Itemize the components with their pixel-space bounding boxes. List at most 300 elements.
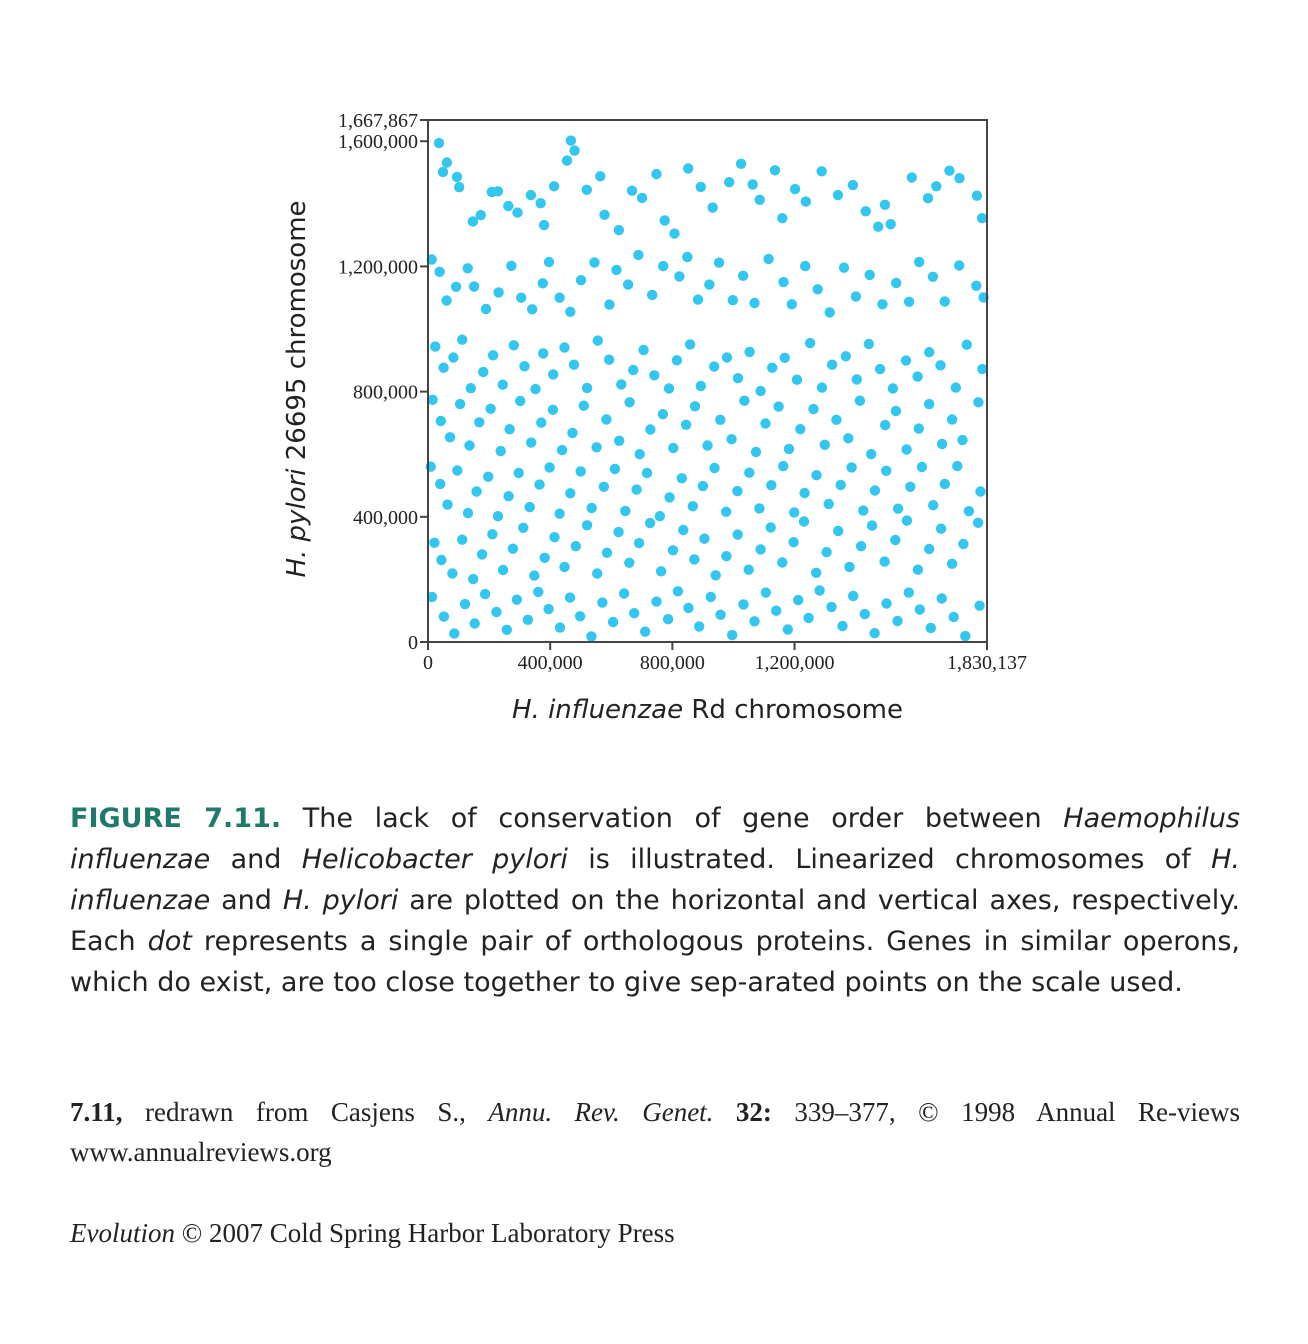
data-point	[491, 607, 501, 617]
y-axis-label-rest: 26695 chromosome	[282, 200, 312, 469]
data-point	[685, 339, 695, 349]
data-point	[536, 417, 546, 427]
data-point	[485, 404, 495, 414]
data-point	[633, 250, 643, 260]
data-point	[516, 293, 526, 303]
data-point	[907, 172, 917, 182]
copyright-text: © 2007 Cold Spring Harbor Laboratory Press	[174, 1218, 675, 1248]
data-point	[814, 585, 824, 595]
data-point	[805, 338, 815, 348]
copyright-book-title: Evolution	[70, 1218, 175, 1248]
data-point	[964, 506, 974, 516]
data-point	[890, 535, 900, 545]
data-point	[755, 386, 765, 396]
data-point	[924, 399, 934, 409]
data-point	[559, 342, 569, 352]
data-point	[549, 181, 559, 191]
data-point	[582, 185, 592, 195]
data-point	[658, 261, 668, 271]
data-point	[771, 606, 781, 616]
data-point	[751, 447, 761, 457]
data-point	[529, 570, 539, 580]
data-point	[954, 260, 964, 270]
caption-italic-text: H. influenzae	[70, 844, 1240, 916]
data-point	[466, 383, 476, 393]
data-point	[875, 364, 885, 374]
data-point	[761, 587, 771, 597]
data-point	[866, 449, 876, 459]
data-point	[463, 263, 473, 273]
data-point	[973, 397, 983, 407]
data-point	[678, 525, 688, 535]
data-point	[506, 261, 516, 271]
credit-journal: Annu. Rev. Genet.	[488, 1097, 714, 1127]
data-point	[464, 440, 474, 450]
data-point	[674, 271, 684, 281]
data-point	[924, 544, 934, 554]
data-point	[664, 383, 674, 393]
x-tick-label: 400,000	[517, 652, 583, 674]
data-point	[744, 565, 754, 575]
data-point	[694, 621, 704, 631]
data-point	[738, 599, 748, 609]
data-point	[858, 505, 868, 515]
data-point	[470, 618, 480, 628]
data-point	[817, 382, 827, 392]
data-point	[848, 591, 858, 601]
data-point	[792, 375, 802, 385]
data-point	[793, 595, 803, 605]
data-point	[435, 479, 445, 489]
data-point	[655, 511, 665, 521]
data-point	[438, 363, 448, 373]
data-point	[839, 263, 849, 273]
data-point	[867, 520, 877, 530]
data-point	[944, 166, 954, 176]
data-point	[455, 399, 465, 409]
data-point	[808, 404, 818, 414]
data-point	[442, 157, 452, 167]
data-point	[587, 503, 597, 513]
data-point	[620, 506, 630, 516]
data-point	[870, 485, 880, 495]
data-point	[843, 433, 853, 443]
data-point	[784, 444, 794, 454]
data-point	[658, 409, 668, 419]
data-point	[766, 522, 776, 532]
data-point	[914, 257, 924, 267]
data-point	[576, 466, 586, 476]
data-point	[789, 507, 799, 517]
data-point	[722, 352, 732, 362]
y-axis-label	[282, 200, 312, 577]
x-tick-label: 800,000	[639, 652, 705, 674]
data-point	[877, 299, 887, 309]
data-point	[833, 190, 843, 200]
data-point	[901, 444, 911, 454]
data-point	[487, 529, 497, 539]
data-point	[591, 442, 601, 452]
data-point	[634, 538, 644, 548]
caption-text: The lack of conservation of gene order between	[281, 803, 1064, 834]
figure-caption	[70, 798, 1240, 1003]
data-point	[864, 339, 874, 349]
x-axis-label-species: H. influenzae	[511, 695, 684, 725]
data-point	[434, 267, 444, 277]
data-point	[599, 482, 609, 492]
data-point	[940, 296, 950, 306]
data-point	[649, 370, 659, 380]
data-point	[831, 415, 841, 425]
data-point	[567, 428, 577, 438]
data-point	[693, 294, 703, 304]
data-point	[614, 225, 624, 235]
data-point	[436, 555, 446, 565]
data-point	[755, 195, 765, 205]
data-point	[811, 568, 821, 578]
data-point	[778, 277, 788, 287]
data-point	[668, 545, 678, 555]
data-point	[972, 191, 982, 201]
data-point	[689, 554, 699, 564]
data-point	[739, 396, 749, 406]
data-point	[457, 535, 467, 545]
data-point	[715, 415, 725, 425]
credit-text-1: redrawn from Casjens S.,	[122, 1097, 489, 1127]
data-point	[439, 611, 449, 621]
data-point	[855, 396, 865, 406]
data-point	[893, 504, 903, 514]
data-point	[604, 355, 614, 365]
data-point	[702, 440, 712, 450]
data-point	[493, 186, 503, 196]
data-point	[825, 307, 835, 317]
data-point	[452, 172, 462, 182]
data-point	[901, 355, 911, 365]
data-point	[575, 611, 585, 621]
data-point	[892, 616, 902, 626]
data-point	[498, 565, 508, 575]
data-point	[638, 345, 648, 355]
data-point	[708, 202, 718, 212]
data-point	[821, 547, 831, 557]
data-point	[597, 597, 607, 607]
data-point	[613, 527, 623, 537]
data-point	[651, 596, 661, 606]
data-point	[748, 179, 758, 189]
data-point	[837, 621, 847, 631]
y-axis-label-species: H. pylori	[282, 468, 312, 578]
data-point	[683, 603, 693, 613]
data-point	[436, 416, 446, 426]
data-point	[947, 414, 957, 424]
credit-text-2: 339–377, © 1998 Annual Re-views www.annualreviews.org	[70, 1097, 1240, 1167]
data-point	[635, 449, 645, 459]
data-point	[951, 382, 961, 392]
data-point	[711, 570, 721, 580]
data-point	[773, 401, 783, 411]
data-point	[509, 340, 519, 350]
data-point	[962, 340, 972, 350]
x-axis-label-rest: Rd chromosome	[683, 695, 904, 725]
data-point	[512, 207, 522, 217]
data-point	[766, 480, 776, 490]
data-point	[682, 252, 692, 262]
data-point	[429, 538, 439, 548]
y-tick-label: 1,200,000	[338, 256, 418, 279]
y-axis-ticks	[338, 110, 428, 654]
data-point	[914, 423, 924, 433]
data-point	[593, 335, 603, 345]
caption-text: are plotted on the horizontal and vertical axes, respectively. Each	[70, 885, 1240, 957]
data-point	[733, 373, 743, 383]
data-point	[673, 586, 683, 596]
data-point	[704, 279, 714, 289]
data-point	[957, 435, 967, 445]
data-point	[846, 462, 856, 472]
x-axis-ticks	[423, 642, 1027, 674]
data-point	[879, 556, 889, 566]
figure-credit	[70, 1092, 1240, 1172]
data-point	[754, 503, 764, 513]
data-point	[471, 486, 481, 496]
data-point	[904, 297, 914, 307]
data-point	[554, 293, 564, 303]
data-point	[891, 278, 901, 288]
y-tick-label: 0	[408, 632, 418, 654]
data-point	[928, 500, 938, 510]
data-point	[624, 397, 634, 407]
data-point	[709, 361, 719, 371]
x-tick-label: 0	[423, 652, 433, 674]
data-point	[783, 624, 793, 634]
x-tick-label: 1,200,000	[754, 652, 835, 674]
data-point	[518, 523, 528, 533]
data-point	[559, 562, 569, 572]
data-point	[562, 155, 572, 165]
data-point	[952, 461, 962, 471]
data-point	[788, 537, 798, 547]
data-point	[690, 401, 700, 411]
data-point	[515, 396, 525, 406]
data-point	[749, 298, 759, 308]
data-point	[566, 135, 576, 145]
data-point	[488, 350, 498, 360]
caption-text: and	[210, 844, 302, 875]
data-point	[714, 258, 724, 268]
data-point	[441, 295, 451, 305]
data-point	[733, 529, 743, 539]
data-point	[949, 612, 959, 622]
data-point	[627, 186, 637, 196]
data-point	[672, 355, 682, 365]
data-point	[973, 518, 983, 528]
data-point	[595, 171, 605, 181]
data-point	[801, 196, 811, 206]
data-point	[917, 462, 927, 472]
data-point	[663, 614, 673, 624]
data-point	[698, 481, 708, 491]
data-point	[709, 463, 719, 473]
data-point	[790, 184, 800, 194]
data-point	[565, 592, 575, 602]
data-point	[579, 401, 589, 411]
data-point	[503, 201, 513, 211]
data-point	[851, 291, 861, 301]
data-point	[480, 589, 490, 599]
data-point	[913, 565, 923, 575]
data-point	[744, 347, 754, 357]
data-point	[554, 509, 564, 519]
data-point	[937, 439, 947, 449]
data-point	[795, 424, 805, 434]
data-point	[915, 604, 925, 614]
figure-number: FIGURE 7.11.	[70, 803, 282, 834]
data-point	[778, 461, 788, 471]
data-point	[977, 213, 987, 223]
data-point	[888, 383, 898, 393]
data-point	[800, 261, 810, 271]
data-point	[493, 511, 503, 521]
book-copyright	[70, 1218, 675, 1249]
data-point	[474, 417, 484, 427]
y-tick-label: 1,600,000	[338, 131, 418, 154]
data-point	[947, 559, 957, 569]
data-point	[767, 363, 777, 373]
caption-italic-text: dot	[147, 926, 192, 957]
data-point	[539, 220, 549, 230]
data-point	[430, 341, 440, 351]
data-point	[886, 219, 896, 229]
data-point	[905, 482, 915, 492]
data-point	[926, 623, 936, 633]
data-point	[880, 420, 890, 430]
data-point	[608, 617, 618, 627]
data-point	[811, 470, 821, 480]
data-point	[696, 381, 706, 391]
data-point	[958, 539, 968, 549]
data-points	[426, 135, 989, 641]
data-point	[460, 599, 470, 609]
data-point	[880, 200, 890, 210]
data-point	[527, 304, 537, 314]
data-point	[623, 279, 633, 289]
data-point	[629, 608, 639, 618]
data-point	[637, 193, 647, 203]
data-point	[677, 473, 687, 483]
data-point	[476, 210, 486, 220]
credit-ref-number: 7.11,	[70, 1097, 123, 1127]
data-point	[586, 631, 596, 641]
caption-italic-text: Helicobacter pylori	[301, 844, 568, 875]
data-point	[817, 166, 827, 176]
data-point	[523, 615, 533, 625]
data-point	[533, 587, 543, 597]
data-point	[755, 544, 765, 554]
data-point	[744, 468, 754, 478]
data-point	[602, 548, 612, 558]
data-point	[576, 275, 586, 285]
data-point	[457, 335, 467, 345]
data-point	[647, 290, 657, 300]
data-point	[715, 610, 725, 620]
data-point	[856, 541, 866, 551]
y-tick-label: 400,000	[353, 506, 418, 529]
data-point	[544, 462, 554, 472]
data-point	[940, 479, 950, 489]
data-point	[640, 627, 650, 637]
data-point	[610, 464, 620, 474]
data-point	[924, 347, 934, 357]
data-point	[525, 502, 535, 512]
data-point	[543, 604, 553, 614]
data-point	[681, 420, 691, 430]
data-point	[777, 213, 787, 223]
data-point	[656, 566, 666, 576]
data-point	[660, 215, 670, 225]
data-point	[770, 165, 780, 175]
data-point	[504, 424, 514, 434]
data-point	[891, 406, 901, 416]
x-tick-label: 1,830,137	[947, 652, 1027, 674]
data-point	[534, 479, 544, 489]
credit-volume: 32:	[713, 1097, 772, 1127]
data-point	[642, 468, 652, 478]
data-point	[912, 371, 922, 381]
data-point	[582, 520, 592, 530]
data-point	[763, 254, 773, 264]
data-point	[860, 609, 870, 619]
data-point	[936, 524, 946, 534]
data-point	[599, 210, 609, 220]
data-point	[724, 177, 734, 187]
data-point	[937, 593, 947, 603]
data-point	[549, 532, 559, 542]
data-point	[503, 491, 513, 501]
data-point	[526, 437, 536, 447]
data-point	[469, 281, 479, 291]
data-point	[974, 601, 984, 611]
data-point	[696, 182, 706, 192]
data-point	[736, 159, 746, 169]
data-point	[836, 480, 846, 490]
data-point	[861, 206, 871, 216]
data-point	[502, 625, 512, 635]
data-point	[447, 568, 457, 578]
data-point	[452, 465, 462, 475]
data-point	[442, 499, 452, 509]
data-point	[873, 222, 883, 232]
data-point	[512, 595, 522, 605]
data-point	[493, 287, 503, 297]
data-point	[519, 361, 529, 371]
data-point	[616, 379, 626, 389]
x-axis-label	[512, 695, 903, 725]
data-point	[954, 173, 964, 183]
data-point	[669, 228, 679, 238]
data-point	[833, 526, 843, 536]
data-point	[824, 499, 834, 509]
data-point	[780, 353, 790, 363]
data-point	[844, 562, 854, 572]
data-point	[477, 549, 487, 559]
data-point	[557, 445, 567, 455]
data-point	[935, 360, 945, 370]
data-point	[624, 558, 634, 568]
data-point	[536, 198, 546, 208]
data-point	[645, 424, 655, 434]
data-point	[852, 374, 862, 384]
